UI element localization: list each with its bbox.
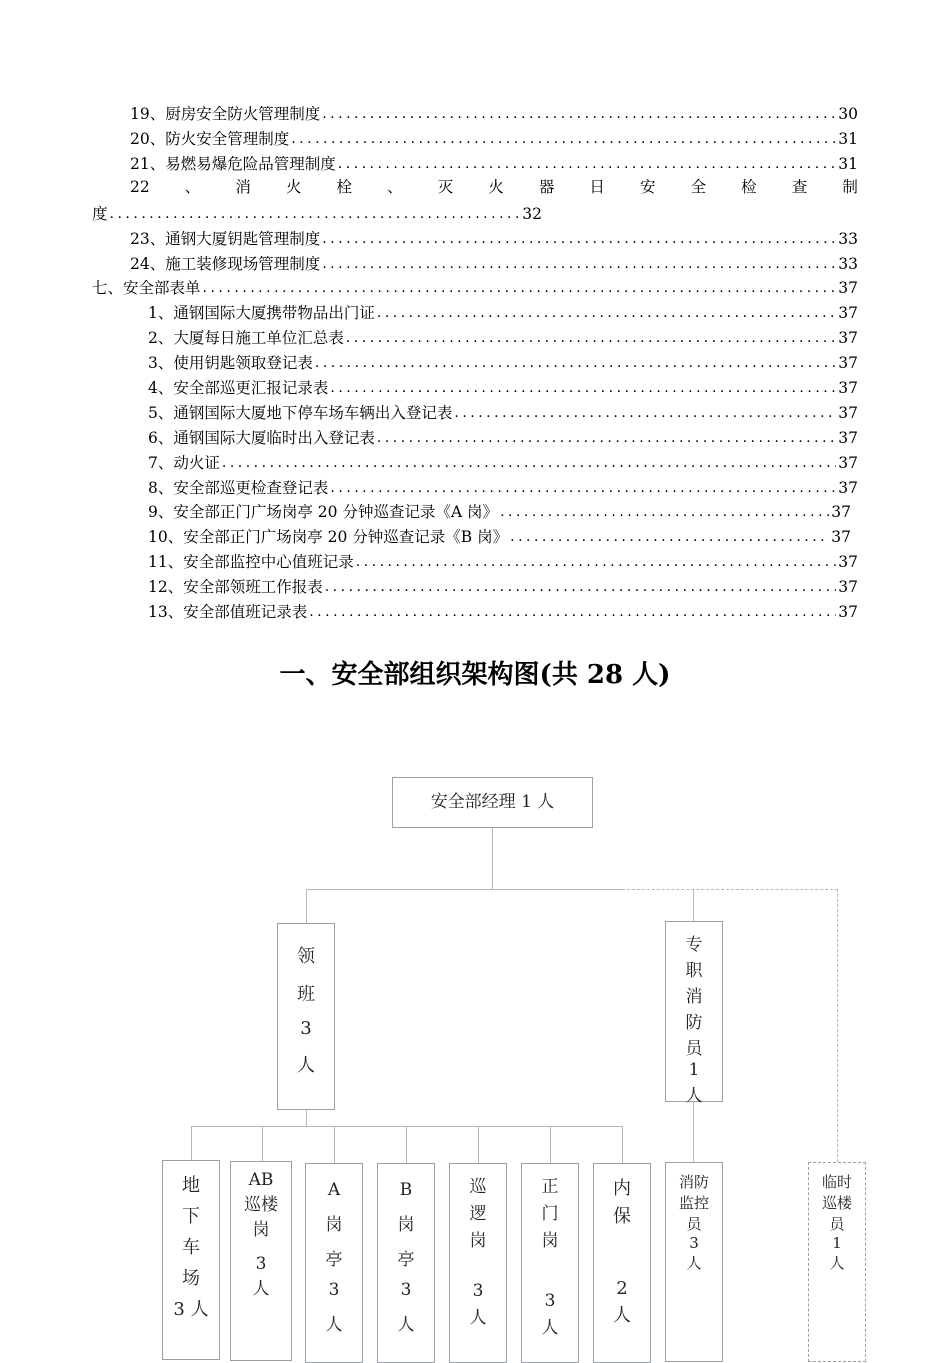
connector-line xyxy=(693,889,694,921)
org-node-char: 监控 xyxy=(678,1194,709,1212)
toc-leader-dots xyxy=(338,154,837,174)
toc-entry-page: 37 xyxy=(838,354,858,372)
org-node-patrol-post[interactable] xyxy=(449,1163,507,1363)
toc-leader-dots xyxy=(315,353,836,373)
org-node-char: 3 xyxy=(400,1280,412,1300)
connector-line xyxy=(406,1126,407,1163)
connector-line xyxy=(492,827,493,889)
connector-line xyxy=(334,1126,335,1163)
org-node-char: 员 xyxy=(829,1215,845,1233)
org-node-char: 防 xyxy=(685,1013,703,1033)
org-node-char: 职 xyxy=(685,961,703,981)
toc-entry-page: 37 xyxy=(838,279,858,297)
connector-line xyxy=(306,889,307,923)
toc-entry-label: 21、易燃易爆危险品管理制度 xyxy=(130,155,336,173)
org-node-char: 亭 xyxy=(325,1250,343,1270)
org-node-char: 消防 xyxy=(678,1173,709,1191)
toc-entry[interactable] xyxy=(148,600,858,622)
toc-entry-page: 37 xyxy=(838,304,858,322)
org-node-char: 3 xyxy=(255,1254,267,1274)
org-node-char: 岗 xyxy=(541,1231,559,1251)
toc-entry-page: 37 xyxy=(831,528,851,546)
connector-line xyxy=(262,1126,263,1161)
toc-entry-label: 10、安全部正门广场岗亭 20 分钟巡查记录《B 岗》 xyxy=(148,528,509,546)
toc-entry-label: 度 xyxy=(92,205,108,223)
connector-line xyxy=(306,889,622,890)
org-node-char: 人 xyxy=(686,1254,702,1272)
toc-char: 器 xyxy=(538,178,555,196)
org-node-char: 3 xyxy=(472,1281,484,1301)
toc-entry[interactable] xyxy=(130,227,858,249)
toc-entry-label: 七、安全部表单 xyxy=(92,279,201,297)
org-node-char: 下 xyxy=(182,1206,200,1227)
toc-entry[interactable] xyxy=(148,351,858,373)
toc-entry-page: 37 xyxy=(838,553,858,571)
connector-line xyxy=(693,1101,694,1162)
toc-entry-label: 4、安全部巡更汇报记录表 xyxy=(148,379,329,397)
org-node-char: 地 xyxy=(182,1175,200,1196)
toc-entry[interactable] xyxy=(130,127,858,149)
toc-entry[interactable] xyxy=(148,550,858,572)
toc-entry-label: 12、安全部领班工作报表 xyxy=(148,578,323,596)
org-node-char: 3 xyxy=(544,1291,556,1311)
org-node-parking-post[interactable] xyxy=(162,1160,220,1360)
org-node-char: 逻 xyxy=(469,1204,487,1224)
org-node-char: 内 xyxy=(613,1178,631,1199)
org-node-char: 巡楼 xyxy=(244,1195,278,1215)
org-node-char: 人 xyxy=(685,1086,703,1106)
org-node-char: AB xyxy=(248,1170,274,1190)
toc-entry[interactable] xyxy=(148,451,858,473)
toc-entry-page: 37 xyxy=(838,454,858,472)
org-node-char: 3 xyxy=(300,1018,312,1039)
toc-entry-label: 9、安全部正门广场岗亭 20 分钟巡查记录《A 岗》 xyxy=(148,503,499,521)
toc-leader-dots xyxy=(500,502,829,522)
toc-leader-dots xyxy=(322,254,836,274)
org-node-char: A xyxy=(327,1180,341,1200)
org-node-char: 人 xyxy=(297,1055,315,1076)
toc-entry-label: 13、安全部值班记录表 xyxy=(148,603,308,621)
toc-entry[interactable] xyxy=(148,301,858,323)
toc-entry[interactable] xyxy=(130,152,858,174)
org-node-char: 领 xyxy=(297,946,315,967)
toc-entry-label: 19、厨房安全防火管理制度 xyxy=(130,105,321,123)
org-node-char: 1 xyxy=(832,1234,842,1252)
org-node-char: 门 xyxy=(541,1204,559,1224)
connector-line xyxy=(191,1126,192,1160)
toc-entry[interactable] xyxy=(148,500,851,522)
toc-entry-page: 33 xyxy=(838,230,858,248)
toc-leader-dots xyxy=(330,478,836,498)
toc-leader-dots xyxy=(203,278,837,298)
toc-leader-dots xyxy=(322,229,836,249)
toc-entry-page: 37 xyxy=(838,404,858,422)
org-node-char: 3 人 xyxy=(173,1299,209,1320)
toc-char: 全 xyxy=(690,178,707,196)
toc-char: 制 xyxy=(842,178,858,196)
toc-entry-label: 5、通钢国际大厦地下停车场车辆出入登记表 xyxy=(148,404,453,422)
toc-leader-dots xyxy=(322,104,836,124)
org-node-char: 班 xyxy=(297,984,315,1005)
toc-entry-page: 30 xyxy=(838,105,858,123)
toc-char: 火 xyxy=(285,178,302,196)
dashed-connector xyxy=(622,889,838,890)
toc-entry[interactable] xyxy=(148,525,851,547)
dashed-connector xyxy=(837,889,838,1162)
toc-entry-label: 3、使用钥匙领取登记表 xyxy=(148,354,313,372)
toc-leader-dots xyxy=(356,552,837,572)
toc-entry-label: 2、大厦每日施工单位汇总表 xyxy=(148,329,344,347)
toc-char: 火 xyxy=(488,178,504,196)
toc-entry-label: 24、施工装修现场管理制度 xyxy=(130,255,321,273)
toc-entry-label: 11、安全部监控中心值班记录 xyxy=(148,553,354,571)
org-node-char: 人 xyxy=(829,1254,845,1272)
toc-char: 检 xyxy=(741,178,757,196)
toc-leader-dots xyxy=(309,602,836,622)
toc-entry-continuation[interactable] xyxy=(92,202,542,224)
org-node-char: 车 xyxy=(182,1237,200,1258)
toc-entry-label: 1、通钢国际大厦携带物品出门证 xyxy=(148,304,375,322)
toc-entry-page: 37 xyxy=(831,503,851,521)
toc-entry[interactable] xyxy=(148,376,858,398)
org-node-char: 人 xyxy=(541,1318,559,1338)
toc-entry-page: 37 xyxy=(838,429,858,447)
toc-entry-page: 37 xyxy=(838,329,858,347)
toc-entry-label: 6、通钢国际大厦临时出入登记表 xyxy=(148,429,375,447)
org-node-char: 人 xyxy=(325,1315,343,1335)
toc-leader-dots xyxy=(222,453,836,473)
connector-line xyxy=(550,1126,551,1163)
toc-char: 栓 xyxy=(336,178,353,196)
org-node-firefighter[interactable] xyxy=(665,921,723,1106)
toc-entry-justified[interactable] xyxy=(130,177,858,199)
toc-char: 安 xyxy=(640,178,656,196)
org-node-char: 3 xyxy=(689,1234,699,1252)
org-node-main-gate-post[interactable] xyxy=(521,1163,579,1363)
org-node-fire-monitor[interactable] xyxy=(665,1162,723,1362)
toc-char: 消 xyxy=(235,178,251,196)
toc-leader-dots xyxy=(325,577,837,597)
org-node-char: 员 xyxy=(686,1215,702,1233)
toc-section-entry[interactable] xyxy=(92,276,858,298)
org-node-char: 巡楼 xyxy=(821,1194,852,1212)
org-node-char: 员 xyxy=(685,1039,703,1059)
org-node-char: 岗 xyxy=(469,1231,487,1251)
org-node-char: 3 xyxy=(328,1280,340,1300)
toc-leader-dots xyxy=(110,204,521,224)
toc-leader-dots xyxy=(377,428,836,448)
org-node-ab-patrol-post[interactable] xyxy=(230,1161,292,1361)
section-heading: 一、安全部组织架构图(共 28 人) xyxy=(279,660,671,690)
connector-line xyxy=(306,1109,307,1126)
toc-entry[interactable] xyxy=(148,476,858,498)
toc-entry-page: 37 xyxy=(838,479,858,497)
org-node-b-booth[interactable] xyxy=(377,1163,435,1363)
org-node-char: 人 xyxy=(397,1315,415,1335)
toc-entry-page: 37 xyxy=(838,603,858,621)
toc-entry[interactable] xyxy=(148,426,858,448)
toc-entry-label: 8、安全部巡更检查登记表 xyxy=(148,479,329,497)
toc-entry-label: 23、通钢大厦钥匙管理制度 xyxy=(130,230,321,248)
org-node-manager[interactable] xyxy=(392,777,593,828)
toc-entry-label: 7、动火证 xyxy=(148,454,220,472)
org-node-char: 场 xyxy=(182,1268,200,1289)
org-node-shift-leader[interactable] xyxy=(277,923,335,1110)
toc-leader-dots xyxy=(454,403,836,423)
toc-entry[interactable] xyxy=(148,575,858,597)
toc-entry-page: 37 xyxy=(838,379,858,397)
toc-entry-page: 37 xyxy=(838,578,858,596)
org-node-internal-security[interactable] xyxy=(593,1163,651,1363)
org-node-char: 巡 xyxy=(469,1177,487,1197)
toc-char: 、 xyxy=(184,178,201,196)
toc-char: 灭 xyxy=(437,178,454,196)
org-node-char: 2 xyxy=(616,1278,628,1299)
toc-char: 查 xyxy=(791,178,808,196)
org-node-char: 岗 xyxy=(252,1220,270,1240)
org-node-char: 消 xyxy=(685,987,703,1007)
org-node-char: 临时 xyxy=(821,1173,852,1191)
connector-line xyxy=(478,1126,479,1163)
toc-entry-page: 31 xyxy=(838,155,858,173)
org-node-temp-patrol[interactable] xyxy=(808,1162,866,1362)
org-node-char: 岗 xyxy=(397,1215,415,1235)
toc-entry[interactable] xyxy=(148,326,858,348)
org-node-char: 人 xyxy=(613,1305,631,1326)
toc-entry-label: 20、防火安全管理制度 xyxy=(130,130,290,148)
org-node-char: 正 xyxy=(541,1177,559,1197)
org-node-char: 人 xyxy=(469,1308,487,1328)
org-node-char: B xyxy=(399,1180,413,1200)
toc-leader-dots xyxy=(330,378,836,398)
toc-entry-page: 33 xyxy=(838,255,858,273)
toc-entry-page: 31 xyxy=(838,130,858,148)
org-node-char: 人 xyxy=(252,1279,270,1299)
toc-char: 日 xyxy=(589,178,605,196)
toc-leader-dots xyxy=(510,527,829,547)
org-node-label: 安全部经理 1 人 xyxy=(430,792,555,812)
org-node-char: 1 xyxy=(688,1060,700,1080)
org-node-char: 专 xyxy=(685,935,703,955)
toc-entry[interactable] xyxy=(130,252,858,274)
toc-entry[interactable] xyxy=(130,102,858,124)
toc-char: 、 xyxy=(387,178,403,196)
toc-leader-dots xyxy=(346,328,836,348)
toc-char: 22 xyxy=(130,178,150,196)
org-node-a-booth[interactable] xyxy=(305,1163,363,1363)
toc-leader-dots xyxy=(377,303,836,323)
connector-line xyxy=(622,1126,623,1163)
org-node-char: 亭 xyxy=(397,1250,415,1270)
toc-leader-dots xyxy=(291,129,836,149)
toc-entry-page: 32 xyxy=(522,205,542,223)
org-node-char: 岗 xyxy=(325,1215,343,1235)
toc-entry[interactable] xyxy=(148,401,858,423)
org-node-char: 保 xyxy=(613,1206,631,1227)
